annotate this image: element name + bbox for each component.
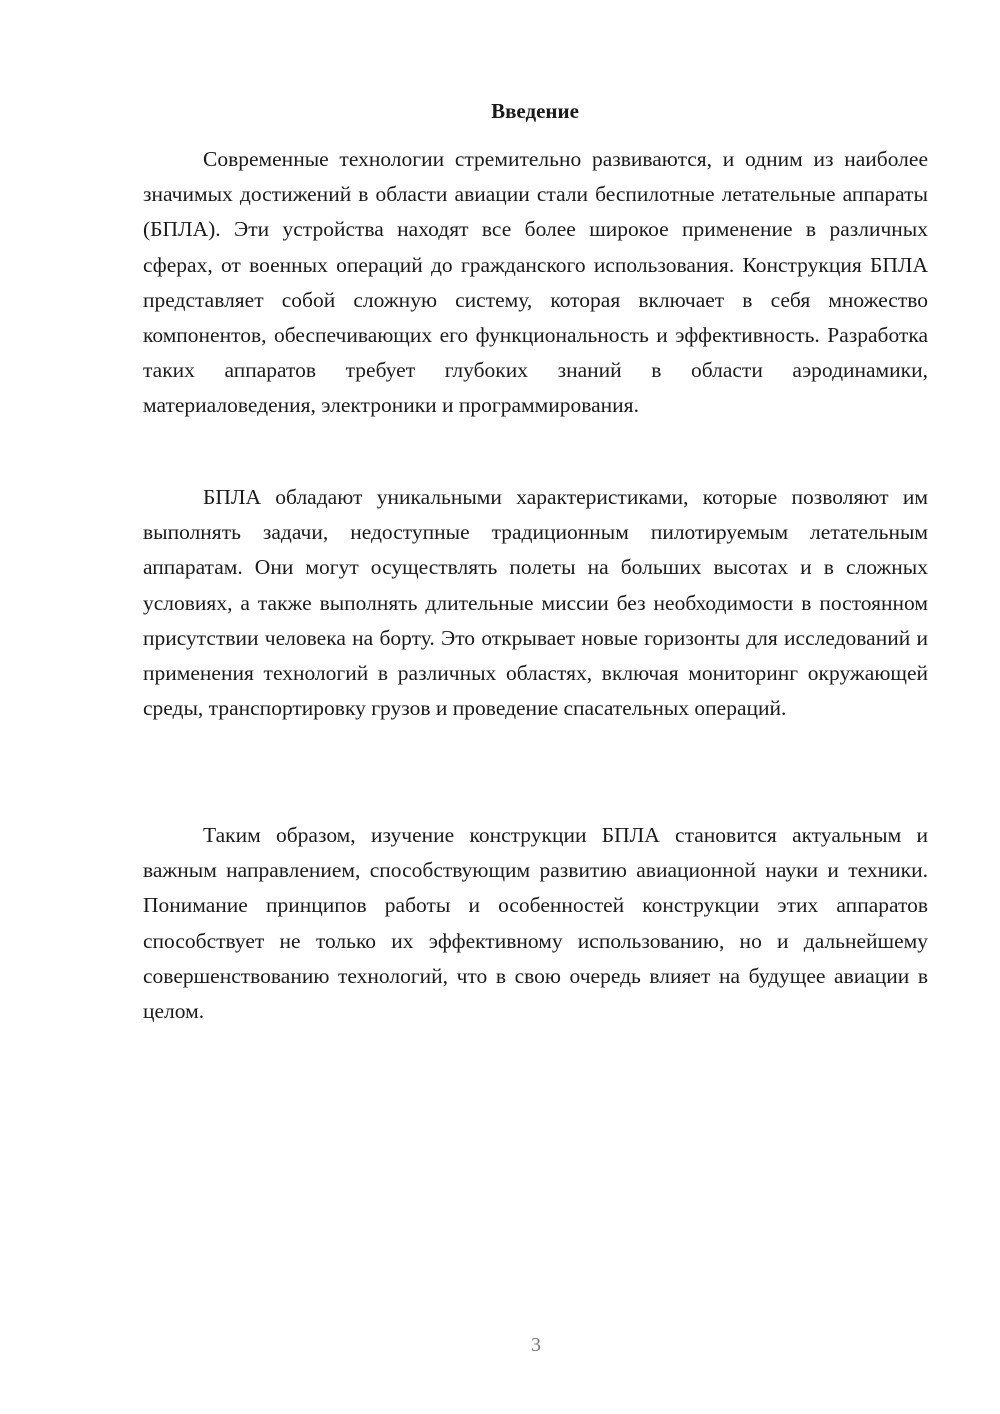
page-number: 3: [531, 1334, 541, 1356]
paragraph-intro: Современные технологии стремительно развиваются, и одним из наиболее значимых достижений в области авиации стали беспилотные летательные аппараты (БПЛА). Эти устройства находят все более широкое применение в различных сферах, от военных операций до гражданского использования. Конструкция БПЛА представляет собой сложную систему, которая включает в себя множество компонентов, обеспечивающих его функциональность и эффективность. Разработка таких аппаратов требует глубоких знаний в области аэродинамики, материаловедения, электроники и программирования.: [143, 147, 928, 418]
section-title: Введение: [491, 99, 579, 123]
paragraph-3-block: [143, 818, 928, 1029]
paragraph-2-block: [143, 480, 928, 726]
paragraph-characteristics: БПЛА обладают уникальными характеристиками, которые позволяют им выполнять задачи, недоступные традиционным пилотируемым летательным аппаратам. Они могут осуществлять полеты на больших высотах и в сложных условиях, а также выполнять длительные миссии без необходимости в постоянном присутствии человека на борту. Это открывает новые горизонты для исследований и применения технологий в различных областях, включая мониторинг окружающей среды, транспортировку грузов и проведение спасательных операций.: [143, 485, 928, 721]
paragraph-conclusion: Таким образом, изучение конструкции БПЛА становится актуальным и важным направлением, способствующим развитию авиационной науки и техники. Понимание принципов работы и особенностей конструкции этих аппаратов способствует не только их эффективному использованию, но и дальнейшему совершенствованию технологий, что в свою очередь влияет на будущее авиации в целом.: [143, 823, 928, 1024]
paragraph-1-block: [143, 142, 928, 424]
